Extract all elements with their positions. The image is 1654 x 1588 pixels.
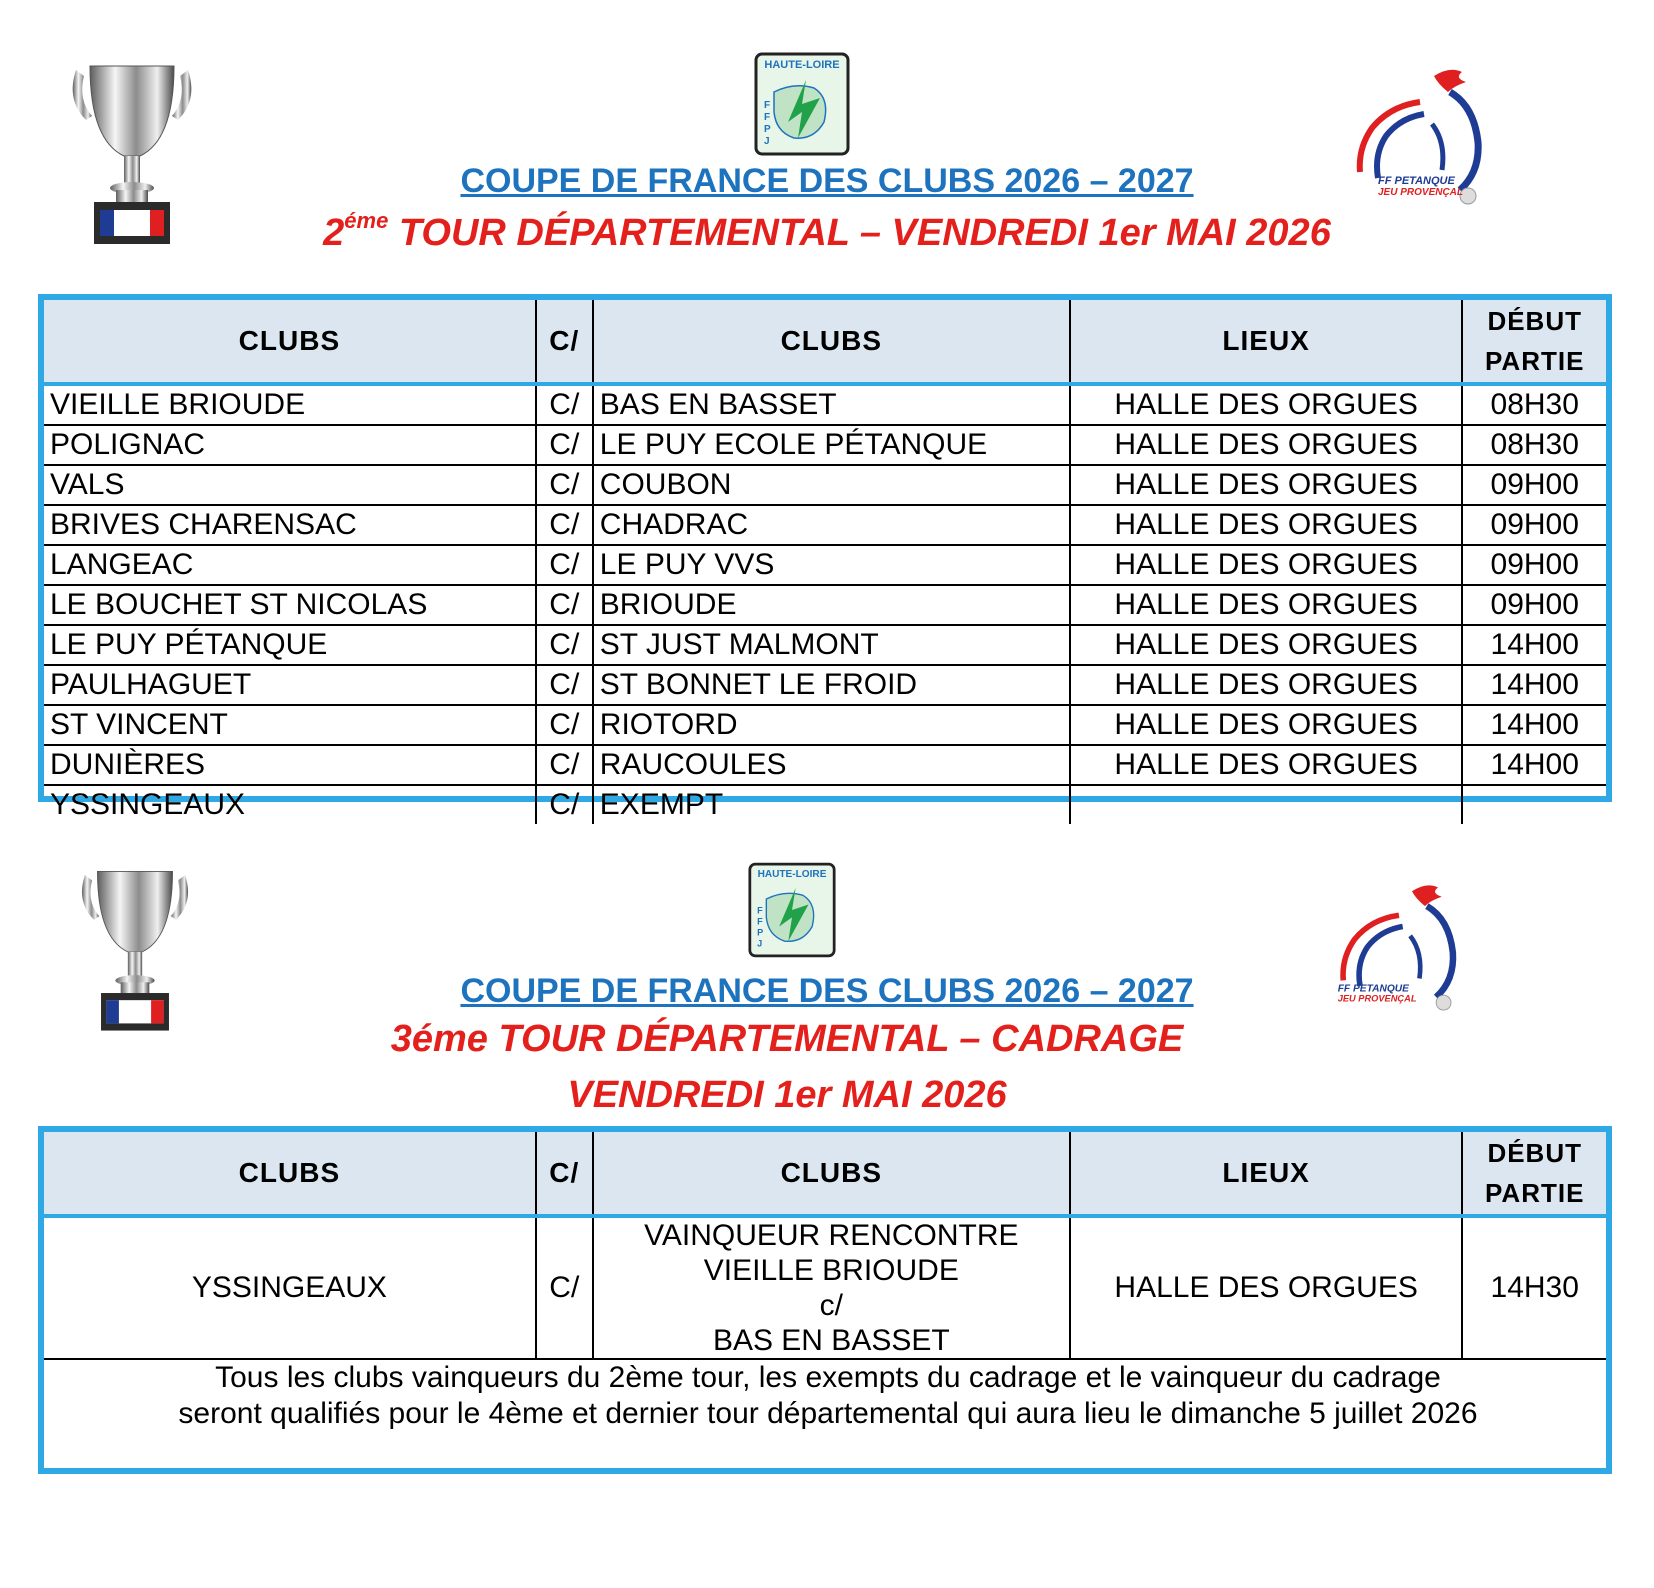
note-line: seront qualifiés pour le 4ème et dernier tour départemental qui aura lieu le dimanche 5 juillet 2026 [178,1397,1478,1430]
haute-loire-icon [748,858,836,962]
club-away: RIOTORD [593,705,1070,745]
start-time: 08H30 [1490,388,1579,421]
venue: HALLE DES ORGUES [1070,386,1463,425]
versus: C/ [536,785,593,824]
table-row [44,665,1606,705]
club-away: COUBON [593,465,1070,505]
header-partie: PARTIE [1485,1178,1585,1208]
header-lieux: LIEUX [1070,300,1463,382]
header-partie: PARTIE [1485,346,1585,376]
svg-text:HAUTE-LOIRE: HAUTE-LOIRE [764,59,840,71]
header-versus: C/ [536,300,593,382]
versus: C/ [536,465,593,505]
svg-text:F: F [757,905,763,916]
club-away: ST BONNET LE FROID [593,665,1070,705]
note-line: Tous les clubs vainqueurs du 2ème tour, les exempts du cadrage et le vainqueur du cadrage [215,1361,1441,1394]
haute-loire-logo-2 [748,858,836,962]
start-time: 09H00 [1462,585,1606,625]
venue: HALLE DES ORGUES [1070,585,1463,625]
table-row [44,625,1606,665]
svg-text:JEU PROVENÇAL: JEU PROVENÇAL [1378,187,1464,198]
svg-text:J: J [757,938,763,949]
versus: C/ [536,625,593,665]
club-away: LE PUY ECOLE PÉTANQUE [593,425,1070,465]
club-home: POLIGNAC [44,425,536,465]
svg-text:F: F [764,112,771,123]
venue: HALLE DES ORGUES [1070,425,1463,465]
versus: C/ [536,745,593,785]
header-clubs-away: CLUBS [593,300,1070,382]
table-row [44,545,1606,585]
svg-text:P: P [757,927,764,938]
table-row [44,505,1606,545]
versus: C/ [536,386,593,425]
club-home: BRIVES CHARENSAC [44,505,536,545]
club-home: ST VINCENT [44,705,536,745]
start-time: 09H00 [1462,545,1606,585]
club-away-line: VAINQUEUR RENCONTRE [644,1219,1019,1252]
svg-text:F: F [757,916,763,927]
versus: C/ [536,505,593,545]
svg-text:F: F [764,100,771,111]
versus: C/ [536,705,593,745]
note-row [44,1359,1606,1432]
venue: HALLE DES ORGUES [1070,1218,1463,1359]
start-time: 14H30 [1490,1271,1579,1304]
header-debut-partie [1462,1132,1606,1214]
svg-text:JEU PROVENÇAL: JEU PROVENÇAL [1337,993,1417,1004]
start-time: 09H00 [1462,505,1606,545]
section2-subtitle: 3éme TOUR DÉPARTEMENTAL – CADRAGE [390,1018,1184,1060]
table-row [44,785,1606,824]
table-row [44,745,1606,785]
versus: C/ [536,1218,593,1359]
club-away: ST JUST MALMONT [593,625,1070,665]
club-home: DUNIÈRES [44,745,536,785]
header-clubs-home: CLUBS [44,300,536,382]
club-away-line: VIEILLE BRIOUDE [703,1254,959,1287]
club-home: VALS [44,465,536,505]
venue: HALLE DES ORGUES [1070,705,1463,745]
start-time: 14H00 [1462,745,1606,785]
svg-text:P: P [764,124,771,135]
header-debut-partie [1462,300,1606,382]
club-home: YSSINGEAUX [44,1218,536,1359]
venue: HALLE DES ORGUES [1070,745,1463,785]
start-time: 08H30 [1462,425,1606,465]
haute-loire-icon [754,52,850,156]
club-home: YSSINGEAUX [44,785,536,824]
club-away: BRIOUDE [593,585,1070,625]
header-debut: DÉBUT [1487,1138,1582,1168]
section1-schedule-table [38,294,1612,821]
section2-date: VENDREDI 1er MAI 2026 [567,1074,1007,1116]
versus: C/ [536,425,593,465]
section2-cadrage-table [38,1126,1612,1474]
club-home: LANGEAC [44,545,536,585]
svg-text:HAUTE-LOIRE: HAUTE-LOIRE [757,869,827,880]
header-lieux: LIEUX [1070,1132,1463,1214]
qualification-note [44,1359,1606,1432]
table-row [44,585,1606,625]
table-row [44,1218,1606,1359]
section1-title: COUPE DE FRANCE DES CLUBS 2026 – 2027 [460,162,1194,200]
table-row [44,705,1606,745]
club-away: BAS EN BASSET [593,386,1070,425]
header-clubs-away: CLUBS [593,1132,1070,1214]
club-home: LE BOUCHET ST NICOLAS [44,585,536,625]
start-time [1462,785,1606,824]
versus: C/ [536,585,593,625]
start-time: 14H00 [1462,705,1606,745]
club-away: EXEMPT [593,785,1070,824]
subtitle-number: 2 [323,212,345,254]
svg-text:FF PETANQUE: FF PETANQUE [1378,175,1455,187]
section2-title: COUPE DE FRANCE DES CLUBS 2026 – 2027 [460,972,1194,1010]
subtitle-superscript: éme [344,208,389,233]
venue [1070,785,1463,824]
haute-loire-logo-1 [754,52,850,156]
club-home: PAULHAGUET [44,665,536,705]
club-away: RAUCOULES [593,745,1070,785]
club-away [593,1218,1070,1359]
start-time: 09H00 [1462,465,1606,505]
club-away-line: c/ [819,1289,843,1322]
start-time: 14H00 [1462,665,1606,705]
club-away: LE PUY VVS [593,545,1070,585]
club-away-line: BAS EN BASSET [712,1324,950,1357]
header-clubs-home: CLUBS [44,1132,536,1214]
venue: HALLE DES ORGUES [1070,625,1463,665]
header-versus: C/ [536,1132,593,1214]
club-home: VIEILLE BRIOUDE [44,386,536,425]
table-row [44,386,1606,425]
club-home: LE PUY PÉTANQUE [44,625,536,665]
versus: C/ [536,665,593,705]
svg-text:FF PETANQUE: FF PETANQUE [1337,983,1409,995]
venue: HALLE DES ORGUES [1070,505,1463,545]
versus: C/ [536,545,593,585]
header-debut: DÉBUT [1487,306,1582,336]
table-row [44,465,1606,505]
subtitle-text: TOUR DÉPARTEMENTAL – VENDREDI 1er MAI 2026 [388,212,1331,254]
venue: HALLE DES ORGUES [1070,545,1463,585]
svg-text:J: J [764,136,770,147]
club-away: CHADRAC [593,505,1070,545]
start-time: 14H00 [1462,625,1606,665]
table-row [44,425,1606,465]
venue: HALLE DES ORGUES [1070,665,1463,705]
section1-subtitle [0,208,1654,255]
venue: HALLE DES ORGUES [1070,465,1463,505]
